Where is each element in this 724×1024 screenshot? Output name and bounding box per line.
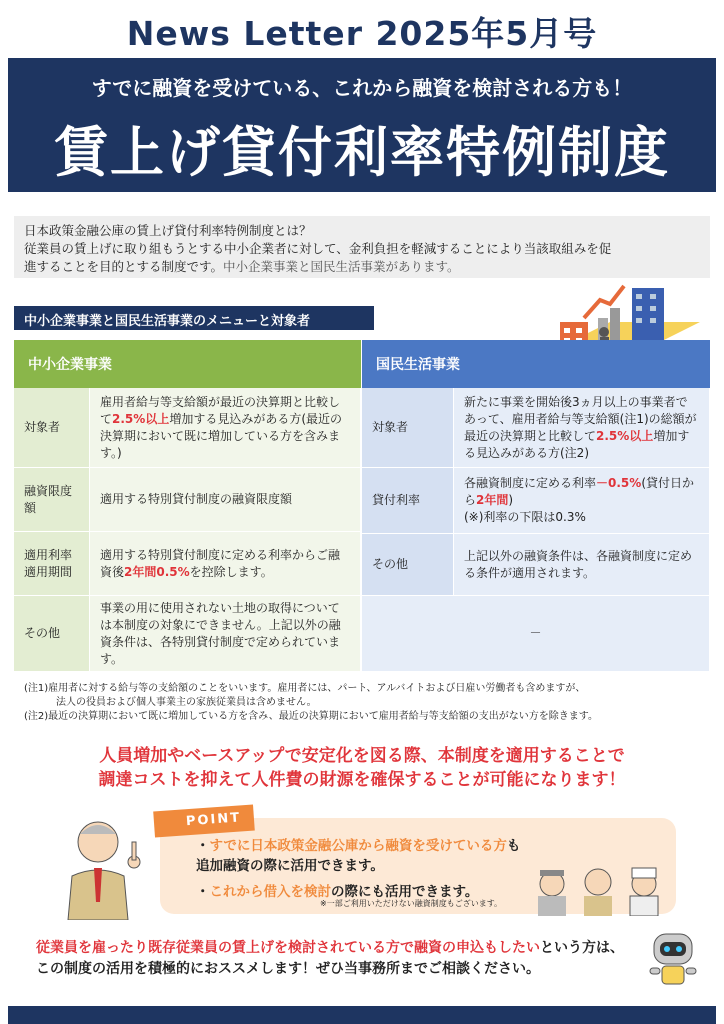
nl-label-rate: 貸付利率 [362, 468, 454, 534]
table-header-national-life: 国民生活事業 [362, 340, 710, 388]
workers-illustration [528, 864, 668, 916]
hero-banner [8, 58, 716, 192]
highlight-banner [0, 744, 724, 792]
menu-heading: 中小企業事業と国民生活事業のメニューと対象者 [14, 306, 374, 330]
point-footnote: ※一部ご利用いただけない融資制度もございます。 [320, 899, 503, 908]
sme-label-rate: 適用利率適用期間 [14, 532, 90, 596]
banner-line-2: 調達コストを抑えて人件費の財源を確保することが可能になります！ [98, 770, 626, 790]
robot-mascot-illustration [646, 928, 700, 990]
newsletter-title: News Letter 2025年5月号 [126, 14, 598, 53]
sme-value-other: 事業の用に使用されない土地の取得については本制度の対象にできません。上記以外の融資条件は、各特別貸付制度で定められています。 [90, 596, 361, 672]
sme-value-limit: 適用する特別貸付制度の融資限度額 [90, 468, 361, 532]
intro-line-1: 日本政策金融公庫の賃上げ貸付利率特例制度とは？ [24, 223, 312, 238]
footnotes [24, 682, 714, 724]
nl-label-other: その他 [362, 534, 454, 596]
banner-line-1: 人員増加やベースアップで安定化を図る際、本制度を適用することで [99, 746, 625, 766]
intro-line-2: 従業員の賃上げに取り組もうとする中小企業者に対して、金利負担を軽減することにより当該取組みを促 [24, 241, 612, 256]
point-label: POINT [153, 805, 255, 838]
sme-label-target: 対象者 [14, 388, 90, 468]
note-2: (注2)最近の決算期において既に増加している方を含み、最近の決算期において雇用者給与等支給額の支出がない方を除きます。 [24, 711, 598, 722]
footer-bar [8, 1006, 716, 1024]
nl-value-other: 上記以外の融資条件は、各融資制度に定める条件が適用されます。 [454, 534, 710, 596]
businessman-illustration [54, 812, 150, 920]
nl-value-rate: 各融資制度に定める利率－0.5%(貸付日から2年間) (※)利率の下限は0.3% [454, 468, 710, 534]
note-1: (注1)雇用者に対する給与等の支給額のことをいいます。雇用者には、パート、アルバイトおよび日雇い労働者も含めますが、 [24, 683, 586, 694]
closing-message: 従業員を雇ったり既存従業員の賃上げを検討されている方で融資の申込もしたいという方は、この制度の活用を積極的におススメします！ぜひ当事務所までご相談ください。 [36, 940, 624, 977]
point-bullet-2: ・これから借入を検討の際にも活用できます。 [196, 884, 479, 900]
sme-value-rate: 適用する特別貸付制度に定める利率からご融資後2年間0.5%を控除します。 [90, 532, 361, 596]
table-header-sme: 中小企業事業 [14, 340, 361, 388]
nl-value-target: 新たに事業を開始後3ヵ月以上の事業者であって、雇用者給与等支給額(注1)の総額が最近の決算期と比較して2.5%以上増加する見込みがある方(注2) [454, 388, 710, 468]
sme-value-target: 雇用者給与等支給額が最近の決算期と比較して2.5%以上増加する見込みがある方(最近の決算期において既に増加している方を含みます。) [90, 388, 361, 468]
nl-label-target: 対象者 [362, 388, 454, 468]
hero-subtitle: すでに融資を受けている、これから融資を検討される方も！ [91, 76, 633, 100]
note-1b: 法人の役員および個人事業主の家族従業員は含めません。 [56, 697, 317, 708]
intro-line-3: 進することを目的とする制度です。中小企業事業と国民生活事業があります。 [24, 259, 460, 274]
nl-empty-row: － [362, 596, 710, 672]
intro-box [14, 216, 710, 278]
sme-label-other: その他 [14, 596, 90, 672]
point-bullet-1: ・すでに日本政策金融公庫から融資を受けている方も追加融資の際に活用できます。 [196, 838, 521, 874]
hero-main-title: 賃上げ貸付利率特例制度 [54, 121, 670, 184]
sme-label-limit: 融資限度額 [14, 468, 90, 532]
